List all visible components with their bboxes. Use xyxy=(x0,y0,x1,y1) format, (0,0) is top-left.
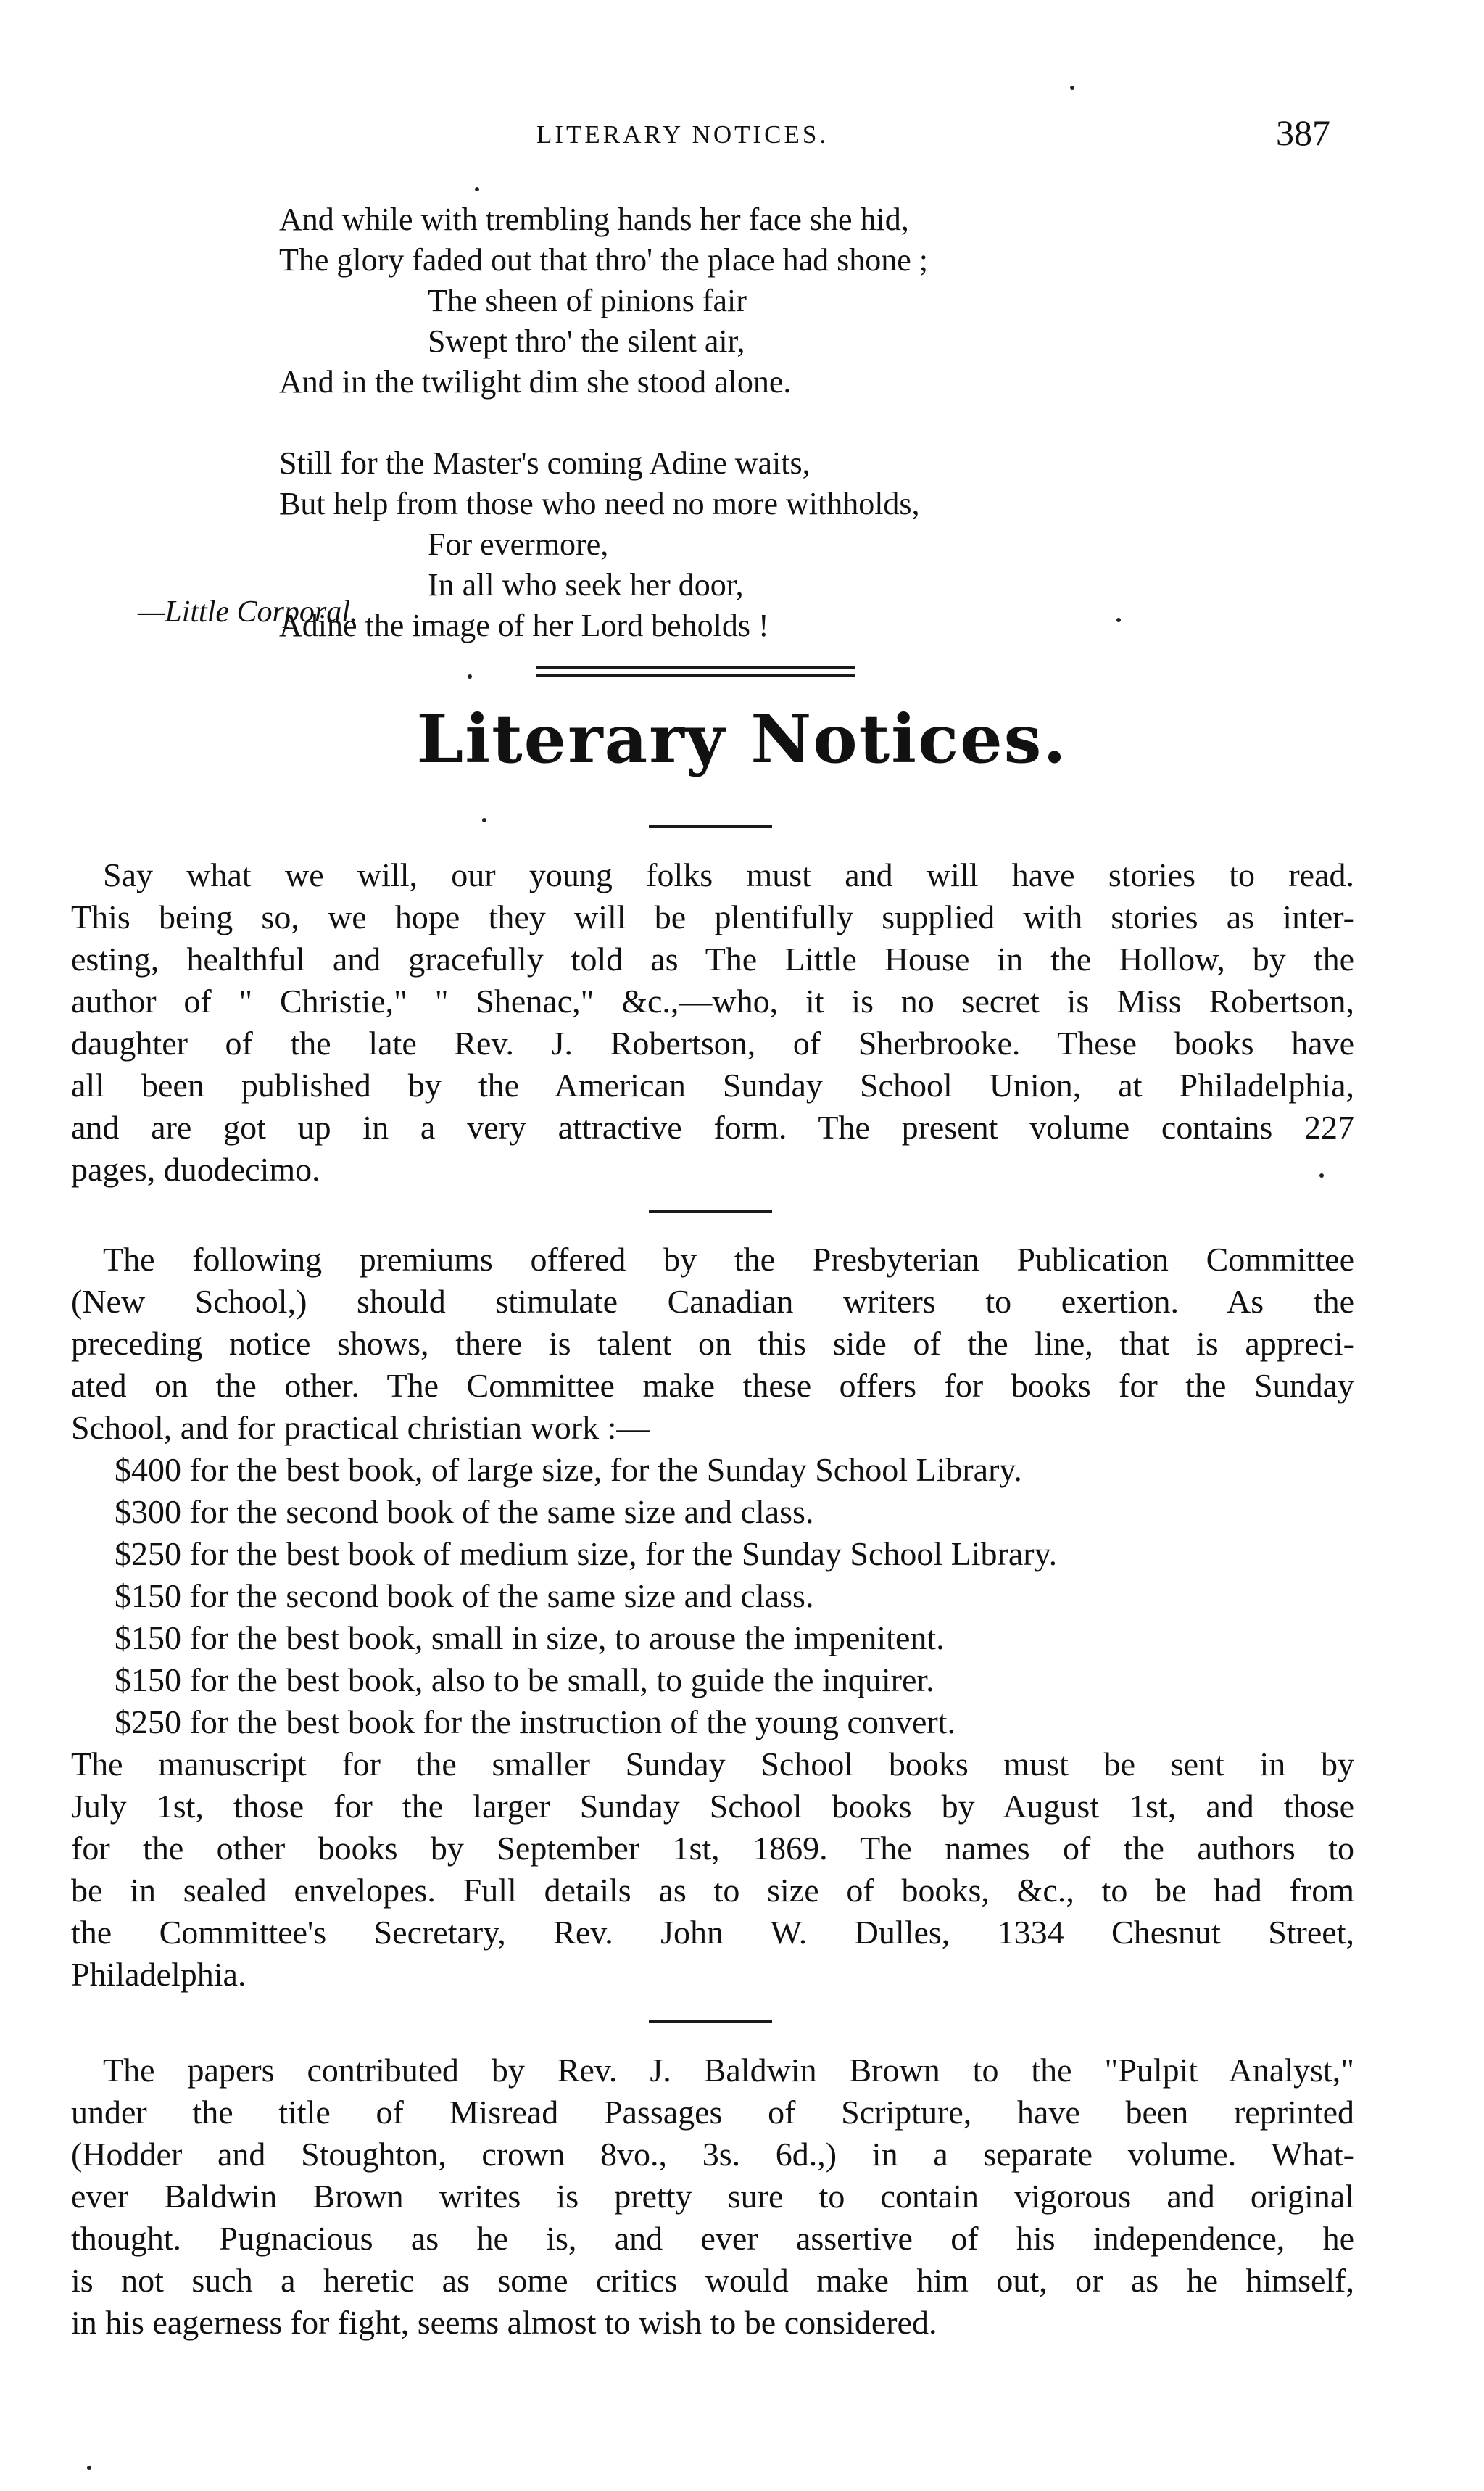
page-number: 387 xyxy=(1276,112,1330,153)
paragraph-line: under the title of Misread Passages of Scripture, have been reprinted xyxy=(71,2094,1354,2131)
paragraph-line: for the other books by September 1st, 1869. The names of the authors to xyxy=(71,1830,1354,1867)
print-speck xyxy=(475,187,479,191)
paragraph-line: thought. Pugnacious as he is, and ever assertive of his independence, he xyxy=(71,2220,1354,2257)
poem-line: The glory faded out that thro' the place had shone ; xyxy=(279,242,928,278)
paragraph-line: in his eagerness for fight, seems almost to wish to be considered. xyxy=(71,2304,937,2341)
paragraph-line: (New School,) should stimulate Canadian writers to exertion. As the xyxy=(71,1283,1354,1320)
premium-list-item: $150 for the second book of the same size and class. xyxy=(115,1577,814,1614)
section-title: Literary Notices. xyxy=(416,700,1068,778)
rule-line-top xyxy=(536,666,855,669)
paragraph-line: pages, duodecimo. xyxy=(71,1151,320,1188)
paragraph-line: School, and for practical christian work :— xyxy=(71,1409,650,1446)
paragraph-line: be in sealed envelopes. Full details as to size of books, &c., to be had from xyxy=(71,1872,1354,1909)
section-divider-rule xyxy=(649,1210,772,1213)
premium-list-item: $300 for the second book of the same size and class. xyxy=(115,1493,814,1530)
paragraph-line: esting, healthful and gracefully told as The Little House in the Hollow, by the xyxy=(71,941,1354,978)
print-speck xyxy=(87,2466,91,2470)
paragraph-line: and are got up in a very attractive form. The present volume contains 227 xyxy=(71,1109,1354,1146)
print-speck xyxy=(468,674,472,679)
paragraph-line: This being so, we hope they will be plentifully supplied with stories as inter- xyxy=(71,899,1354,935)
paragraph-line: preceding notice shows, there is talent on this side of the line, that is appreci- xyxy=(71,1325,1354,1362)
title-underline-rule xyxy=(649,825,772,828)
section-divider-rule xyxy=(649,2020,772,2023)
paragraph-line: The manuscript for the smaller Sunday School books must be sent in by xyxy=(71,1746,1354,1782)
rule-line-bottom xyxy=(536,674,855,677)
paragraph-line: daughter of the late Rev. J. Robertson, of Sherbrooke. These books have xyxy=(71,1025,1354,1062)
paragraph-line: author of " Christie," " Shenac," &c.,—who, it is no secret is Miss Robertson, xyxy=(71,983,1354,1020)
paragraph-line: the Committee's Secretary, Rev. John W. Dulles, 1334 Chesnut Street, xyxy=(71,1914,1354,1951)
poem-line: In all who seek her door, xyxy=(428,567,744,603)
poem-line: And in the twilight dim she stood alone. xyxy=(279,364,792,400)
poem-stanza xyxy=(0,199,1484,402)
premium-list-item: $250 for the best book of medium size, for the Sunday School Library. xyxy=(115,1535,1058,1572)
running-head: LITERARY NOTICES. xyxy=(536,120,829,149)
print-speck xyxy=(482,818,486,822)
premium-list-item: $250 for the best book for the instruction of the young convert. xyxy=(115,1703,956,1740)
paragraph-line: Say what we will, our young folks must and will have stories to read. xyxy=(103,856,1354,893)
page-header xyxy=(0,109,1484,160)
poem-line: For evermore, xyxy=(428,526,609,562)
paragraph-line: The following premiums offered by the Presbyterian Publication Committee xyxy=(103,1241,1354,1278)
paragraph-line: ever Baldwin Brown writes is pretty sure to contain vigorous and original xyxy=(71,2178,1354,2215)
premium-list-item: $150 for the best book, also to be small, to guide the inquirer. xyxy=(115,1661,934,1698)
paragraph-misread-passages xyxy=(71,2049,1354,2344)
paragraph-line: (Hodder and Stoughton, crown 8vo., 3s. 6d.,) in a separate volume. What- xyxy=(71,2136,1354,2173)
paragraph-line: is not such a heretic as some critics would make him out, or as he himself, xyxy=(71,2262,1354,2299)
poem-line: Adine the image of her Lord beholds ! xyxy=(279,608,769,643)
poem-attribution: —Little Corporal. xyxy=(138,595,358,629)
premium-list-item: $150 for the best book, small in size, to arouse the impenitent. xyxy=(115,1619,945,1656)
paragraph-little-house xyxy=(71,854,1354,1191)
paragraph-line: ated on the other. The Committee make these offers for books for the Sunday xyxy=(71,1367,1354,1404)
poem-line: Still for the Master's coming Adine waits, xyxy=(279,445,811,481)
print-speck xyxy=(1319,1173,1324,1178)
paragraph-line: Philadelphia. xyxy=(71,1956,246,1993)
poem-line: And while with trembling hands her face she hid, xyxy=(279,202,909,237)
poem-line: But help from those who need no more withholds, xyxy=(279,486,920,521)
double-rule-divider xyxy=(536,666,855,679)
poem-line: Swept thro' the silent air, xyxy=(428,323,745,359)
paragraph-premiums xyxy=(71,1239,1354,1996)
premium-list-item: $400 for the best book, of large size, for the Sunday School Library. xyxy=(115,1451,1022,1488)
paragraph-line: all been published by the American Sunday School Union, at Philadelphia, xyxy=(71,1067,1354,1104)
poem-line: The sheen of pinions fair xyxy=(428,283,747,318)
print-speck xyxy=(1116,618,1121,622)
paragraph-line: July 1st, those for the larger Sunday School books by August 1st, and those xyxy=(71,1788,1354,1825)
print-speck xyxy=(1070,86,1074,90)
paragraph-line: The papers contributed by Rev. J. Baldwin Brown to the "Pulpit Analyst," xyxy=(103,2052,1354,2089)
